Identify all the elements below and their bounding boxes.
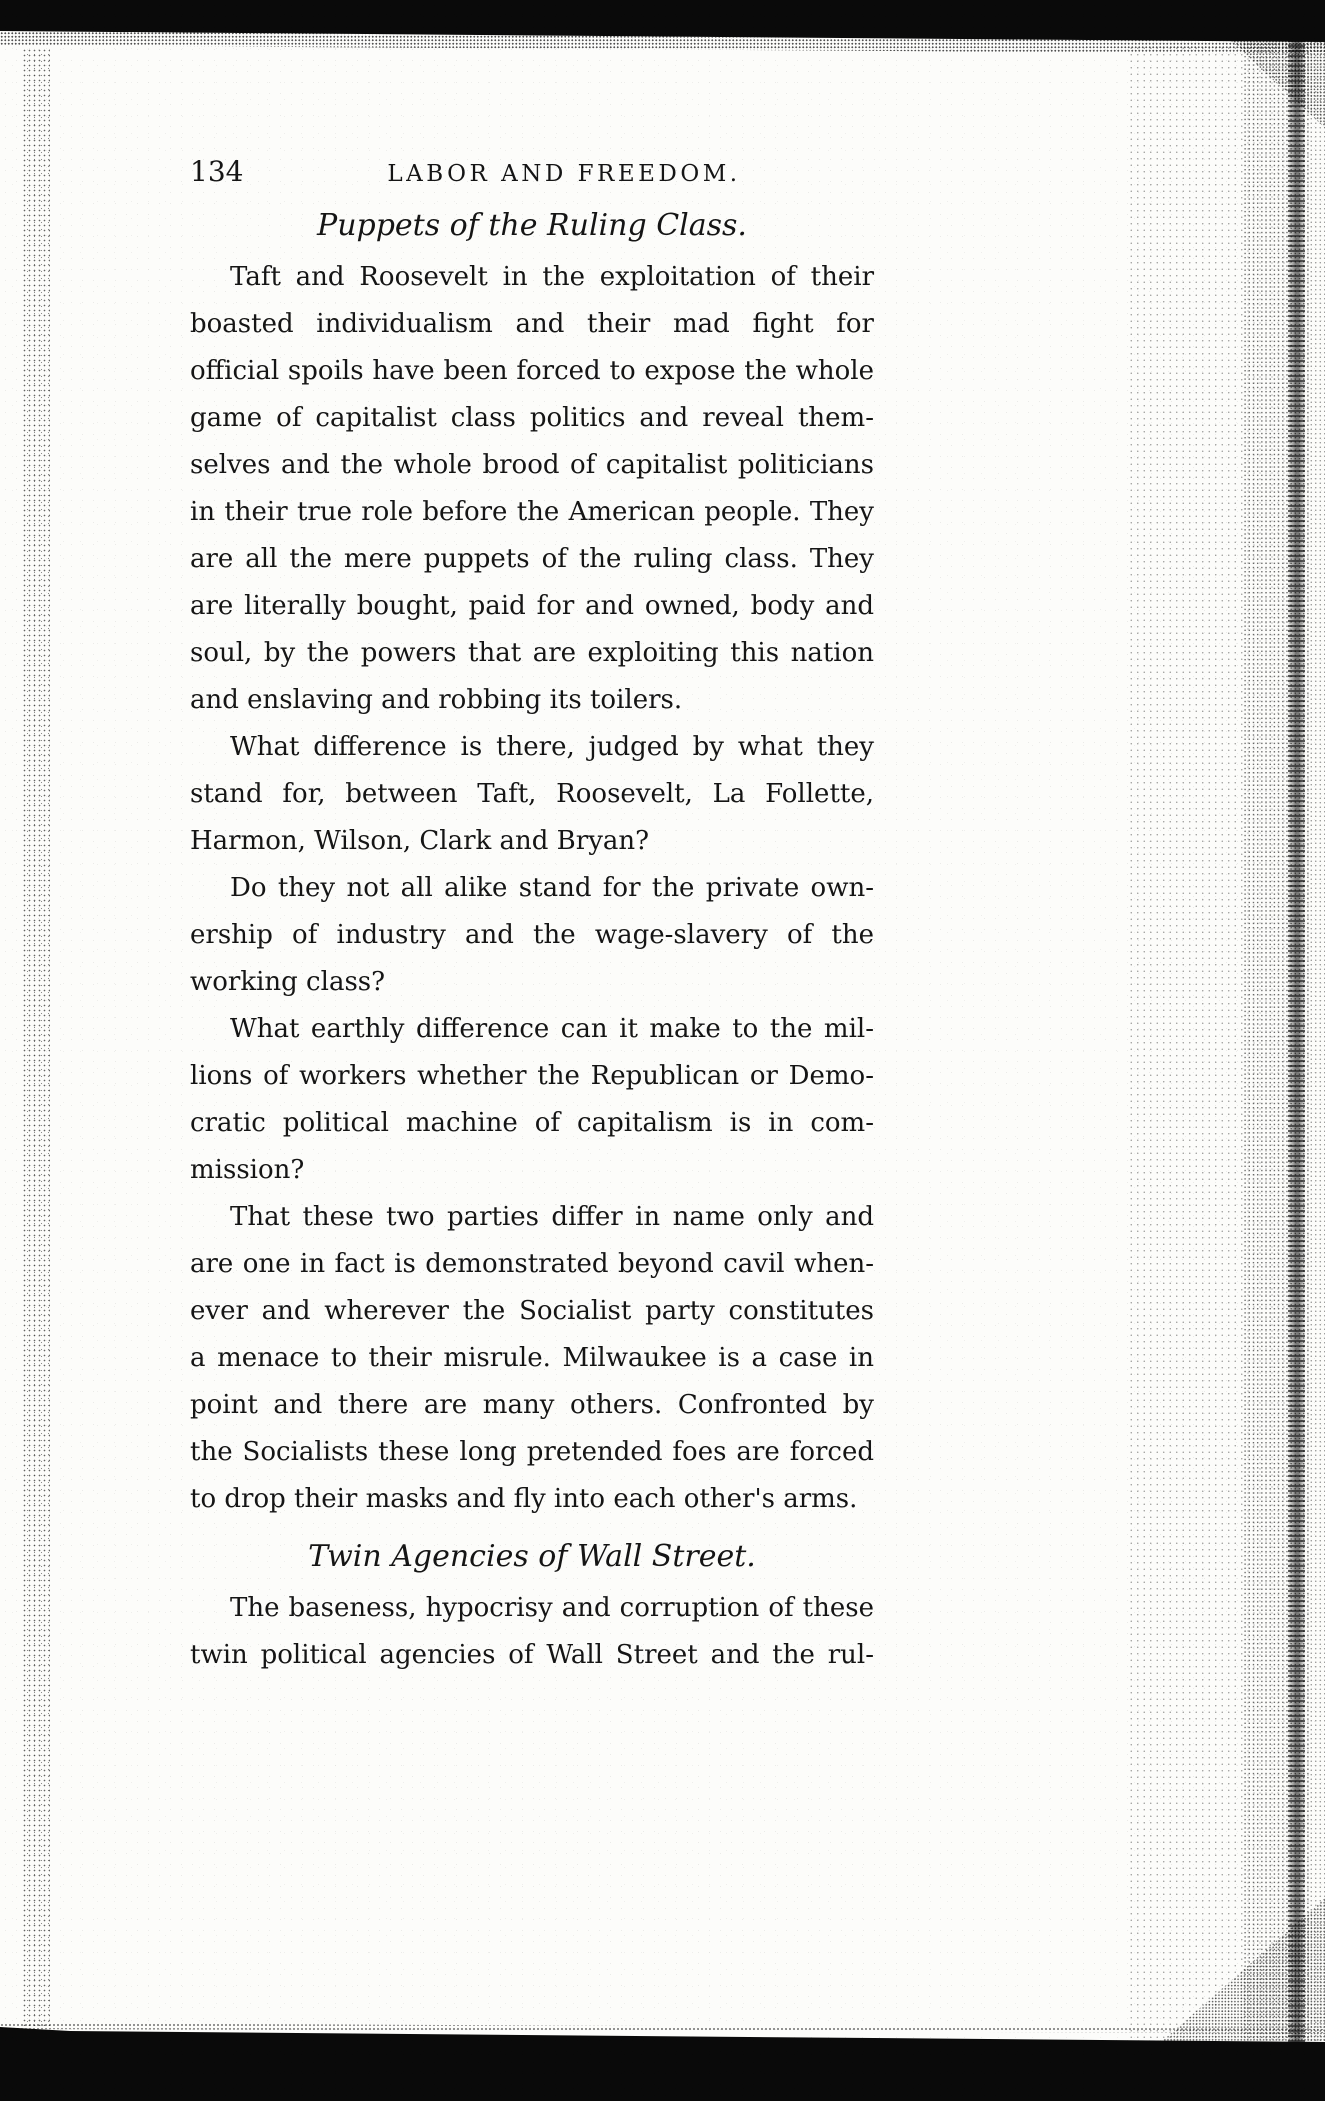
text-line: selves and the whole brood of capitalist politicians bbox=[190, 450, 874, 480]
scan-bottom-border bbox=[0, 2021, 1325, 2101]
text-line: lions of workers whether the Republican or Demo- bbox=[190, 1061, 874, 1091]
paragraph bbox=[190, 1006, 874, 1194]
text-line: the Socialists these long pretended foes are forced bbox=[190, 1437, 874, 1467]
text-line: stand for, between Taft, Roosevelt, La Follette, bbox=[190, 779, 874, 809]
text-line: working class? bbox=[190, 967, 386, 997]
text-line: official spoils have been forced to expose the whole bbox=[190, 356, 874, 386]
text-line: and enslaving and robbing its toilers. bbox=[190, 685, 683, 715]
text-line: are all the mere puppets of the ruling class. They bbox=[190, 544, 874, 574]
text-line: cratic political machine of capitalism is in com- bbox=[190, 1108, 874, 1138]
text-line: ership of industry and the wage-slavery of the bbox=[190, 920, 874, 950]
text-line: game of capitalist class politics and reveal them- bbox=[190, 403, 874, 433]
text-line: That these two parties differ in name only and bbox=[230, 1202, 874, 1232]
text-line: boasted individualism and their mad fight for bbox=[190, 309, 874, 339]
text-line: mission? bbox=[190, 1155, 305, 1185]
paragraph bbox=[190, 1585, 874, 1679]
page-header bbox=[190, 152, 874, 192]
paragraph bbox=[190, 724, 874, 865]
text-line: to drop their masks and fly into each other's arms. bbox=[190, 1484, 858, 1514]
text-line: Do they not all alike stand for the private own- bbox=[230, 873, 874, 903]
text-line: are literally bought, paid for and owned, body and bbox=[190, 591, 874, 621]
paragraph bbox=[190, 865, 874, 1006]
page-number: 134 bbox=[190, 155, 244, 188]
scan-right-edge-texture-rim bbox=[1309, 40, 1325, 2043]
text-line: in their true role before the American people. They bbox=[190, 497, 874, 527]
text-line: ever and wherever the Socialist party constitutes bbox=[190, 1296, 874, 1326]
section-heading: Puppets of the Ruling Class. bbox=[317, 208, 747, 243]
paragraph bbox=[190, 254, 874, 724]
paragraph bbox=[190, 1194, 874, 1523]
section-heading: Twin Agencies of Wall Street. bbox=[308, 1539, 756, 1574]
text-line: What earthly difference can it make to the mil- bbox=[230, 1014, 874, 1044]
text-line: a menace to their misrule. Milwaukee is a case in bbox=[190, 1343, 874, 1373]
page-gutter-shadow bbox=[1288, 40, 1305, 2043]
text-line: soul, by the powers that are exploiting this nation bbox=[190, 638, 874, 668]
text-line: What difference is there, judged by what they bbox=[230, 732, 874, 762]
scan-left-edge-texture bbox=[22, 48, 50, 2026]
text-line: point and there are many others. Confronted by bbox=[190, 1390, 874, 1420]
text-body bbox=[190, 198, 874, 1679]
scan-right-edge-texture-outer bbox=[1128, 45, 1243, 2039]
text-line: are one in fact is demonstrated beyond cavil when- bbox=[190, 1249, 874, 1279]
scan-bottom-border-noise bbox=[0, 2015, 1325, 2033]
running-title: LABOR AND FREEDOM. bbox=[387, 161, 741, 187]
text-line: twin political agencies of Wall Street and the rul- bbox=[190, 1640, 874, 1670]
text-line: Taft and Roosevelt in the exploitation of their bbox=[230, 262, 874, 292]
text-line: Harmon, Wilson, Clark and Bryan? bbox=[190, 826, 650, 856]
page-content bbox=[190, 152, 874, 1679]
text-line: The baseness, hypocrisy and corruption of these bbox=[230, 1593, 874, 1623]
